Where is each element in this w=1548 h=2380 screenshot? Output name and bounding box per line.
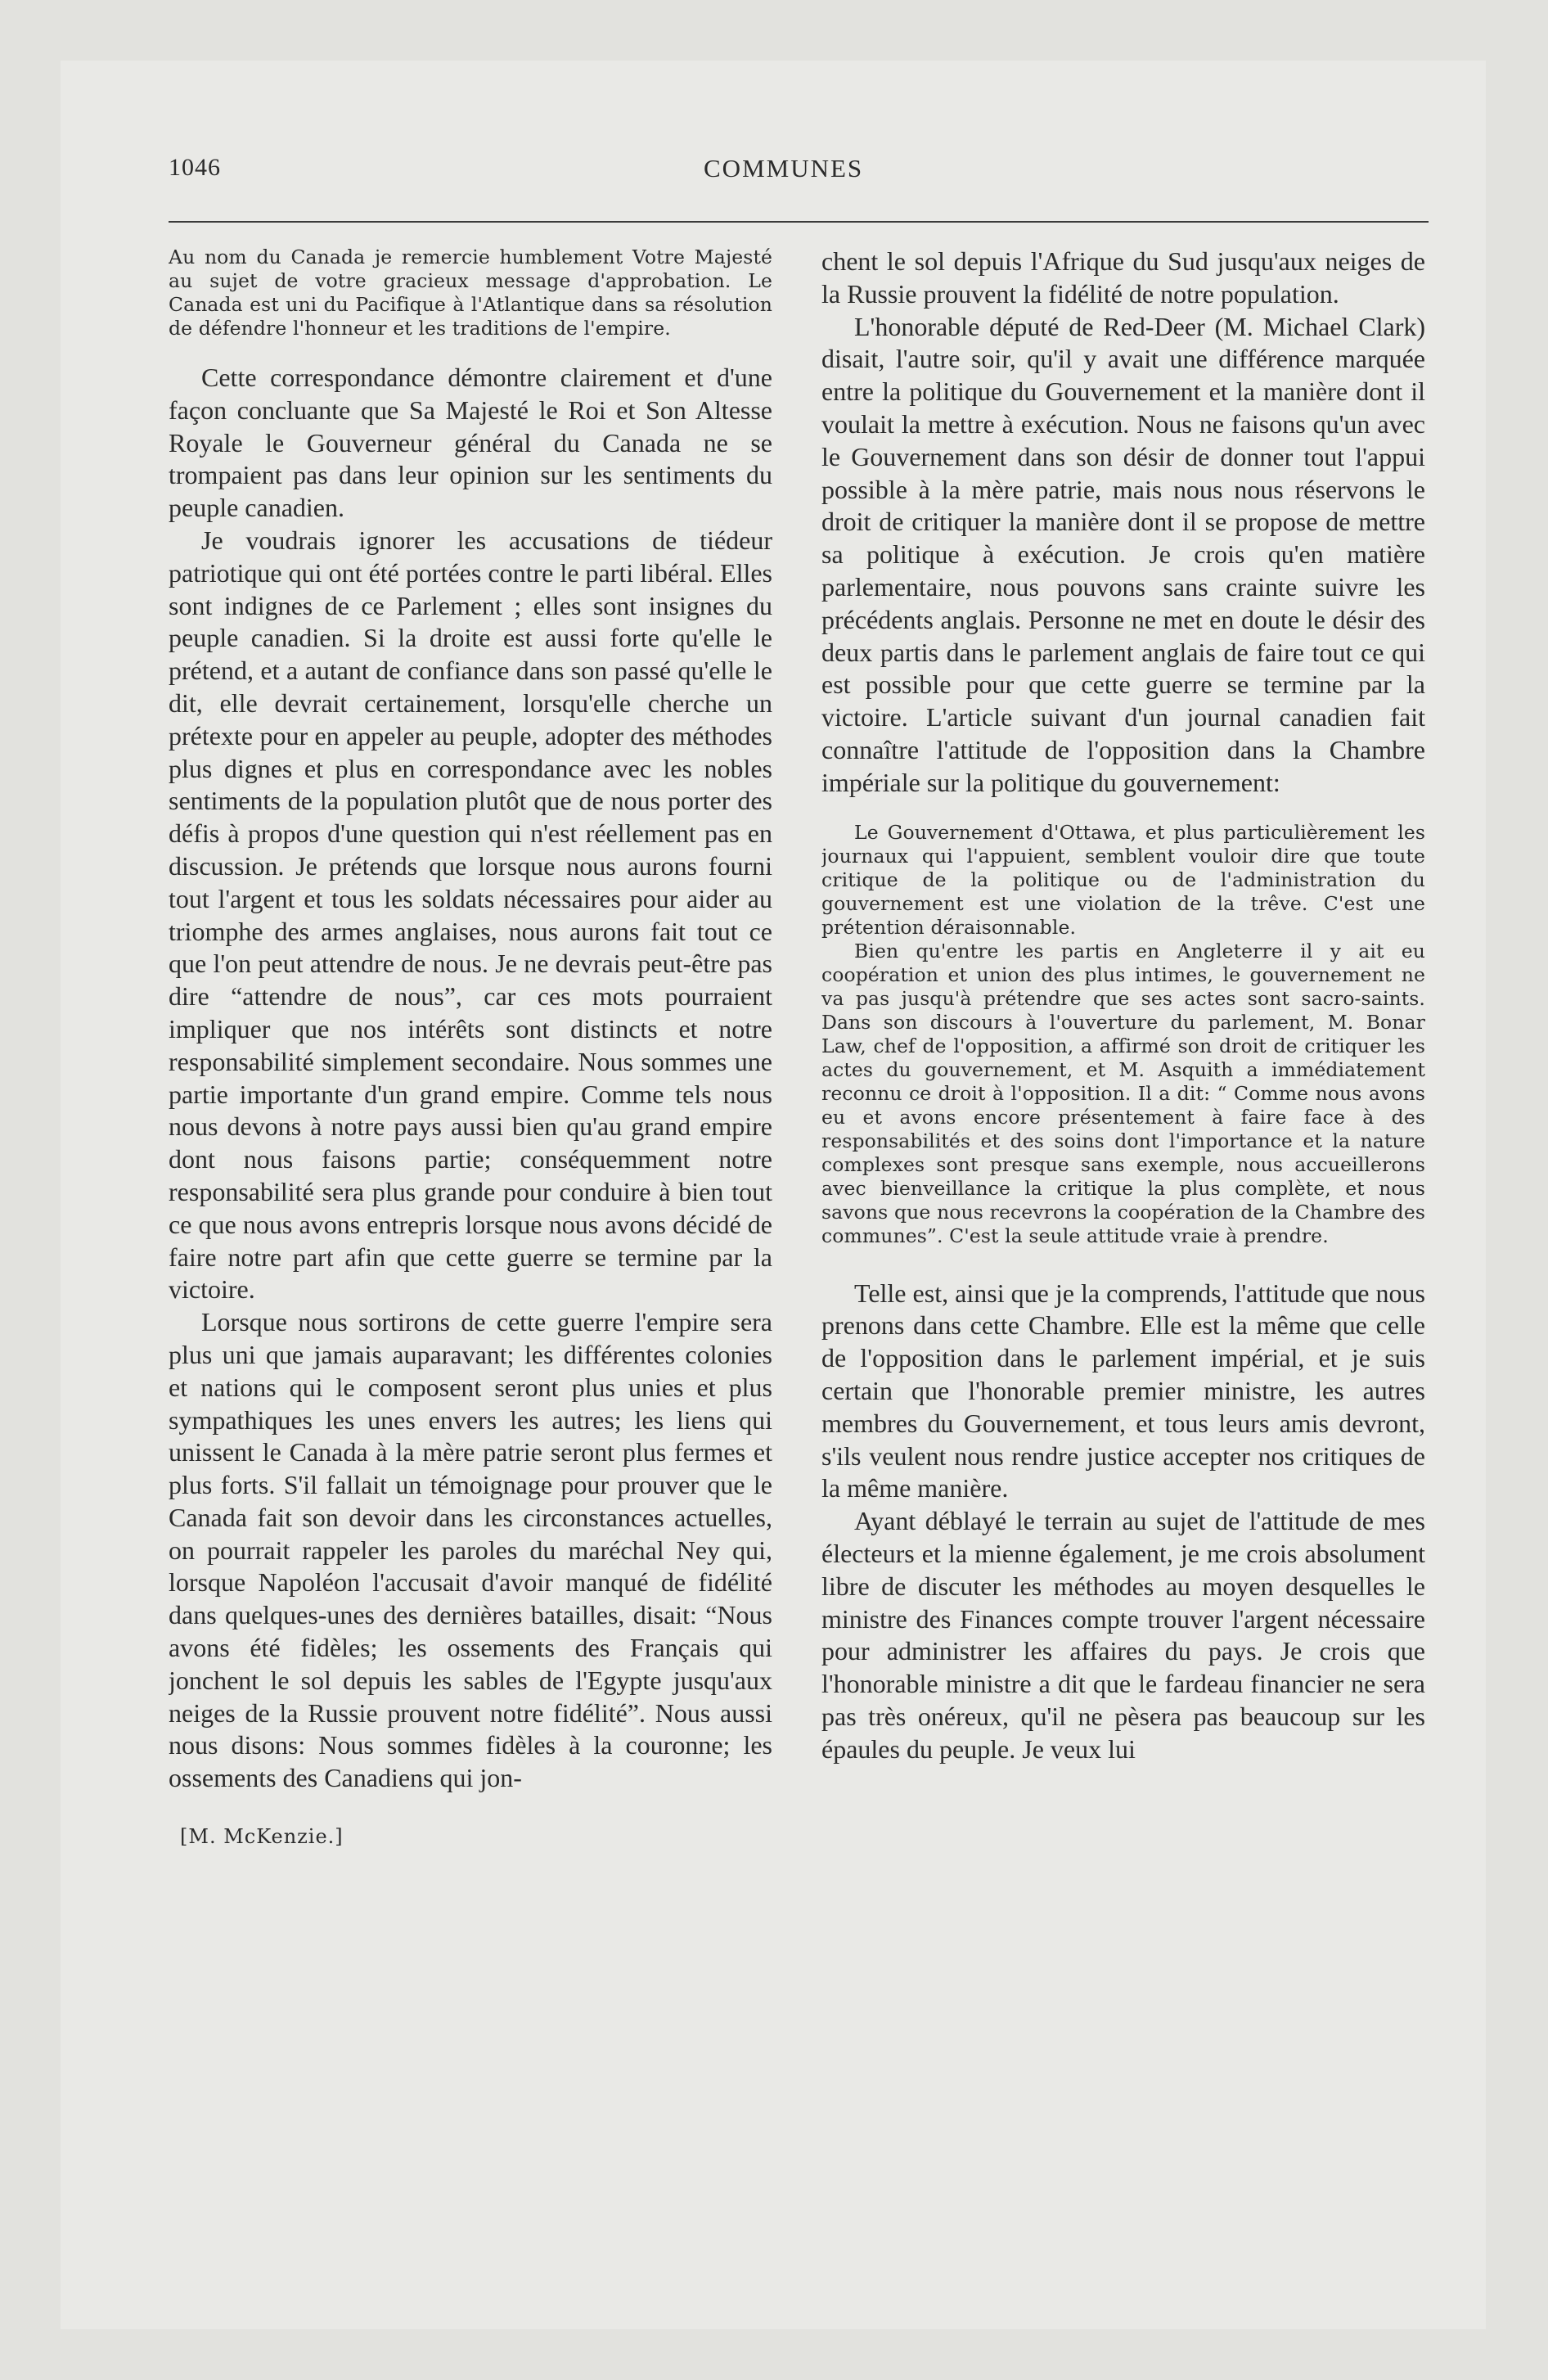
right-column bbox=[821, 246, 1425, 2243]
paragraph: Cette correspondance démontre clairement et d'une façon concluante que Sa Majesté le Roi et Son Altesse Royale le Gouverneur général du Canada ne se trompaient pas dans leur opinion sur les sentiments du peuple canadien. bbox=[169, 363, 772, 523]
newspaper-quote: Bien qu'entre les partis en Angleterre il y ait eu coopération et union des plus intimes, le gouvernement ne va pas jusqu'à prétendre que ses actes sont sacro-saints. Dans son discours à l'ouverture du parlement, M. Bonar Law, chef de l'opposition, a affirmé son droit de critiquer les actes du gouvernement, et M. Asquith a immédiatement reconnu ce droit à l'opposition. Il a dit: “ Comme nous avons eu et avons encore présentement à faire face à des responsabilités et des soins dont l'importance et la nature complexes sont presque sans exemple, nous accueillerons avec bienveillance la critique la plus complète, et nous savons que nous recevrons la coopération de la Chambre des communes”. C'est la seule attitude vraie à prendre. bbox=[821, 939, 1425, 1247]
paragraph: chent le sol depuis l'Afrique du Sud jusqu'aux neiges de la Russie prouvent la fidélité de notre population. bbox=[821, 246, 1425, 309]
paragraph: Je voudrais ignorer les accusations de tiédeur patriotique qui ont été portées contre le parti libéral. Elles sont indignes de ce Parlement ; elles sont insignes du peuple canadien. Si la droite est aussi forte qu'elle le prétend, et a autant de confiance dans son passé qu'elle le dit, elle devrait certainement, lorsqu'elle cherche un prétexte pour en appeler au peuple, adopter des méthodes plus dignes et plus en correspondance avec les nobles sentiments de la population plutôt que de nous porter des défis à propos d'une question qui n'est réellement pas en discussion. Je prétends que lorsque nous aurons fourni tout l'argent et tous les soldats nécessaires pour aider au triomphe des armes anglaises, nous aurons fait tout ce que l'on peut attendre de nous. Je ne devrais peut-être pas dire “attendre de nous”, car ces mots pourraient impliquer que nos intérêts sont distincts et notre responsabilité simplement secondaire. Nous sommes une partie importante d'un grand empire. Comme tels nous nous devons à notre pays aussi bien qu'au grand empire dont nous faisons partie; conséquemment notre responsabilité sera plus grande pour conduire à bien tout ce que nous avons entrepris lorsque nous avons décidé de faire notre part afin que cette guerre se termine par la victoire. bbox=[169, 525, 772, 1305]
page-header bbox=[169, 154, 1429, 195]
paragraph: Lorsque nous sortirons de cette guerre l'empire sera plus uni que jamais auparavant; les différentes colonies et nations qui le composent seront plus unies et plus sympathiques les unes envers les autres; les liens qui unissent le Canada à la mère patrie seront plus fermes et plus forts. S'il fallait un témoignage pour prouver que le Canada fait son devoir dans les circonstances actuelles, on pourrait rappeler les paroles du maréchal Ney qui, lorsque Napoléon l'accusait d'avoir manqué de fidélité dans quelques-unes des dernières batailles, disait: “Nous avons été fidèles; les ossements des Français qui jonchent le sol depuis les sables de l'Egypte jusqu'aux neiges de la Russie prouvent notre fidélité”. Nous aussi nous disons: Nous sommes fidèles à la couronne; les ossements des Canadiens qui jon- bbox=[169, 1307, 772, 1793]
speaker-tag: [M. McKenzie.] bbox=[180, 1825, 344, 1849]
paragraph: Ayant déblayé le terrain au sujet de l'attitude de mes électeurs et la mienne également, je me crois absolument libre de discuter les méthodes au moyen desquelles le ministre des Finances compte trouver l'argent nécessaire pour administrer les affaires du pays. Je crois que l'honorable ministre a dit que le fardeau financier ne sera pas très onéreux, qu'il ne pèsera pas beaucoup sur les épaules du peuple. Je veux lui bbox=[821, 1506, 1425, 1764]
page-number: 1046 bbox=[169, 154, 221, 181]
paragraph: Telle est, ainsi que je la comprends, l'attitude que nous prenons dans cette Chambre. Elle est la même que celle de l'opposition dans le parlement impérial, et je suis certain que l'honorable premier ministre, les autres membres du Gouvernement, et tous leurs amis devront, s'ils veulent nous rendre justice accepter nos critiques de la même manière. bbox=[821, 1278, 1425, 1503]
running-head: COMMUNES bbox=[704, 154, 864, 183]
left-column bbox=[169, 246, 772, 2243]
paragraph: L'honorable député de Red-Deer (M. Michael Clark) disait, l'autre soir, qu'il y avait une différence marquée entre la politique du Gouvernement et la manière dont il voulait la mettre à exécution. Nous ne faisons qu'un avec le Gouvernement dans son désir de donner tout l'appui possible à la mère patrie, mais nous nous réservons le droit de critiquer la manière dont il se propose de mettre sa politique à exécution. Je crois qu'en matière parlementaire, nous pouvons sans crainte suivre les précédents anglais. Personne ne met en doute le désir des deux partis dans le parlement anglais de faire tout ce qui est possible pour que cette guerre se termine par la victoire. L'article suivant d'un journal canadien fait connaître l'attitude de l'opposition dans la Chambre impériale sur la politique du gouvernement: bbox=[821, 311, 1425, 797]
header-rule bbox=[169, 221, 1429, 223]
newspaper-quote: Le Gouvernement d'Ottawa, et plus particulièrement les journaux qui l'appuient, semblent vouloir dire que toute critique de la politique ou de l'administration du gouvernement est une violation de la trêve. C'est une prétention déraisonnable. bbox=[821, 820, 1425, 939]
telegram-quote: Au nom du Canada je remercie humblement Votre Majesté au sujet de votre gracieux message d'approbation. Le Canada est uni du Pacifique à l'Atlantique dans sa résolution de défendre l'honneur et les traditions de l'empire. bbox=[169, 246, 772, 340]
